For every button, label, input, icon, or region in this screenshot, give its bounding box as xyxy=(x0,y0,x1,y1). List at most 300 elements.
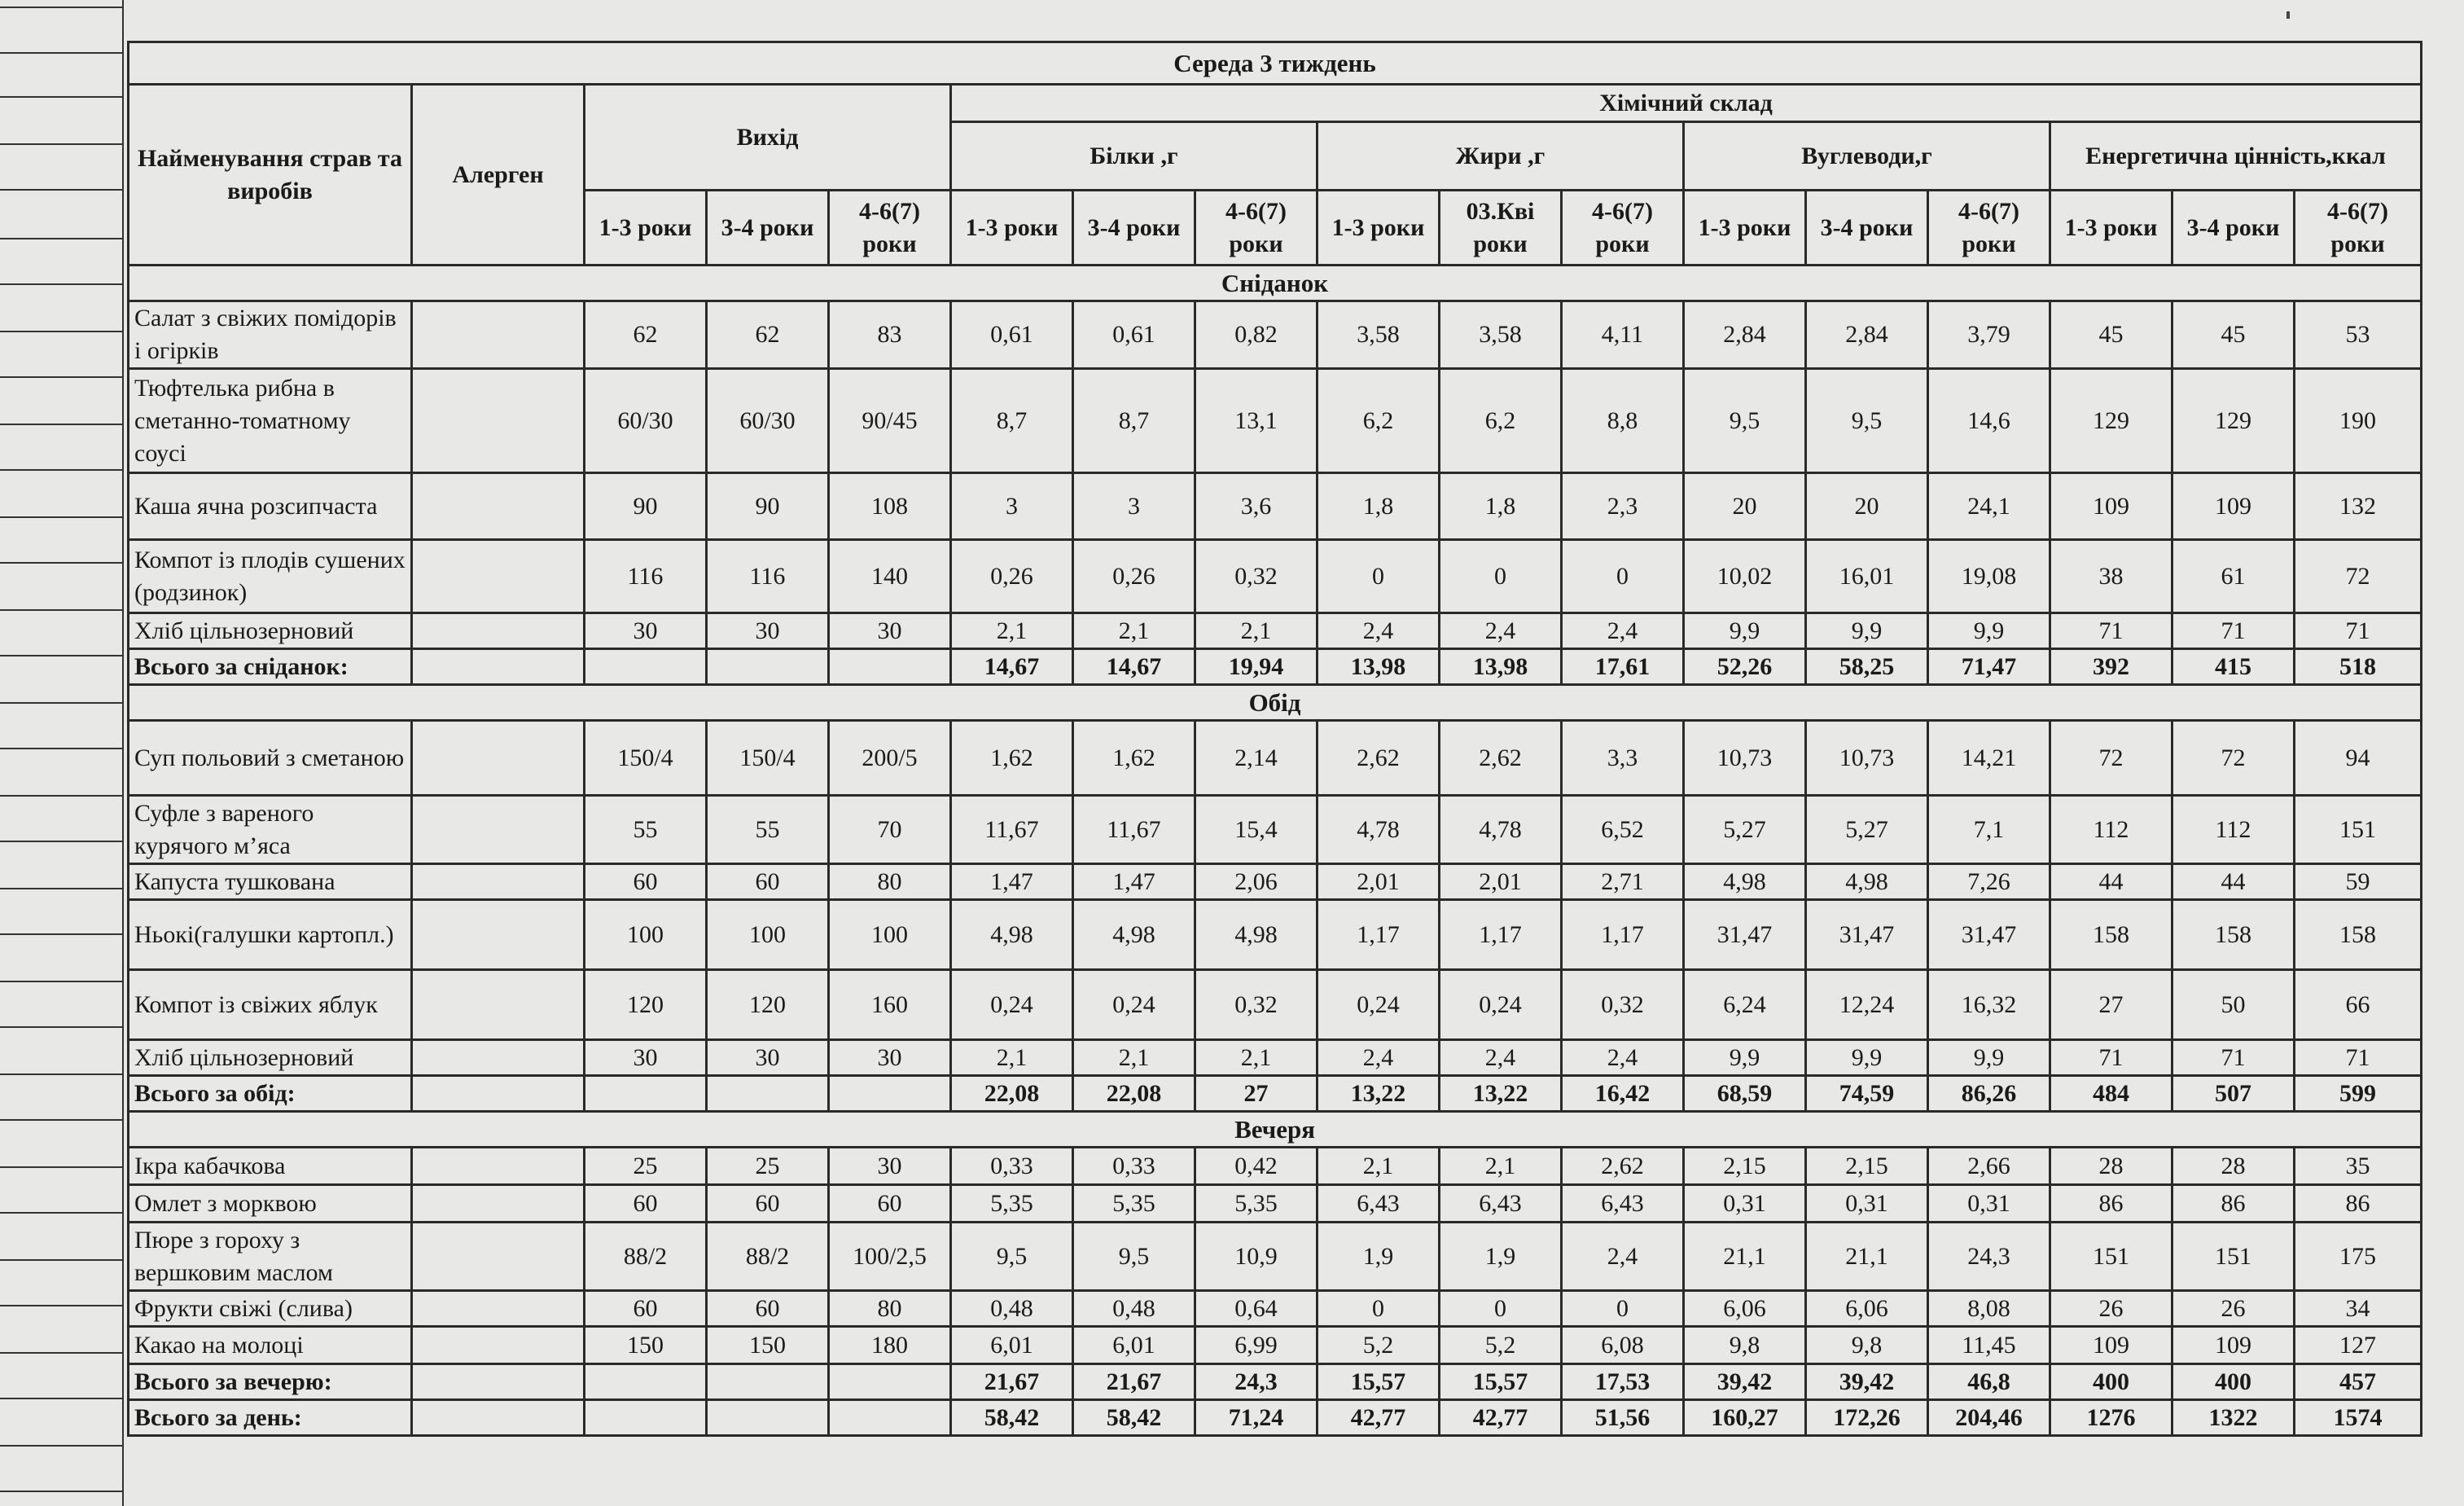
allergen-cell xyxy=(412,1291,585,1327)
dish-name: Ікра кабачкова xyxy=(129,1148,412,1185)
value-cell: 3,6 xyxy=(1195,473,1317,540)
value-cell: 71,47 xyxy=(1928,649,2050,685)
value-cell: 7,1 xyxy=(1928,796,2050,864)
value-cell: 39,42 xyxy=(1806,1364,1928,1400)
header-chem-age: 3-4 роки xyxy=(2172,191,2295,266)
value-cell: 10,73 xyxy=(1806,721,1928,796)
value-cell: 4,78 xyxy=(1317,796,1440,864)
value-cell: 1,8 xyxy=(1440,473,1562,540)
value-cell: 27 xyxy=(2050,970,2172,1040)
value-cell: 45 xyxy=(2172,301,2295,369)
value-cell xyxy=(829,1364,951,1400)
value-cell: 21,1 xyxy=(1806,1223,1928,1291)
value-cell: 17,61 xyxy=(1562,649,1684,685)
value-cell: 22,08 xyxy=(951,1076,1073,1112)
dish-name: Какао на молоці xyxy=(129,1327,412,1364)
value-cell: 55 xyxy=(707,796,829,864)
value-cell: 10,9 xyxy=(1195,1223,1317,1291)
value-cell: 2,4 xyxy=(1562,1223,1684,1291)
header-proteins: Білки ,г xyxy=(951,122,1317,191)
value-cell: 150 xyxy=(707,1327,829,1364)
value-cell: 151 xyxy=(2295,796,2422,864)
value-cell: 25 xyxy=(585,1148,707,1185)
value-cell: 71 xyxy=(2295,613,2422,649)
header-chem-age: 3-4 роки xyxy=(1073,191,1195,266)
value-cell: 5,2 xyxy=(1317,1327,1440,1364)
value-cell: 9,9 xyxy=(1684,613,1806,649)
value-cell: 158 xyxy=(2172,900,2295,970)
value-cell: 6,01 xyxy=(1073,1327,1195,1364)
value-cell: 1,17 xyxy=(1440,900,1562,970)
value-cell: 108 xyxy=(829,473,951,540)
value-cell: 11,67 xyxy=(1073,796,1195,864)
value-cell: 190 xyxy=(2295,369,2422,473)
header-output-age: 4-6(7) роки xyxy=(829,191,951,266)
value-cell: 27 xyxy=(1195,1076,1317,1112)
value-cell: 3 xyxy=(1073,473,1195,540)
section-total-row xyxy=(129,1364,2422,1400)
value-cell: 60 xyxy=(707,1185,829,1223)
value-cell: 88/2 xyxy=(585,1223,707,1291)
value-cell: 150/4 xyxy=(585,721,707,796)
value-cell: 204,46 xyxy=(1928,1400,2050,1436)
allergen-cell xyxy=(412,649,585,685)
value-cell: 51,56 xyxy=(1562,1400,1684,1436)
value-cell: 112 xyxy=(2172,796,2295,864)
dish-row xyxy=(129,473,2422,540)
value-cell: 112 xyxy=(2050,796,2172,864)
value-cell: 392 xyxy=(2050,649,2172,685)
value-cell: 0,48 xyxy=(1073,1291,1195,1327)
value-cell: 5,27 xyxy=(1684,796,1806,864)
allergen-cell xyxy=(412,1076,585,1112)
value-cell: 2,1 xyxy=(1317,1148,1440,1185)
value-cell: 86 xyxy=(2050,1185,2172,1223)
value-cell: 1,8 xyxy=(1317,473,1440,540)
value-cell: 150 xyxy=(585,1327,707,1364)
value-cell xyxy=(707,1076,829,1112)
value-cell: 9,5 xyxy=(1073,1223,1195,1291)
value-cell: 0,24 xyxy=(951,970,1073,1040)
value-cell: 100 xyxy=(829,900,951,970)
value-cell: 44 xyxy=(2050,864,2172,900)
value-cell: 60/30 xyxy=(707,369,829,473)
value-cell: 0,32 xyxy=(1195,540,1317,613)
dish-row xyxy=(129,1148,2422,1185)
value-cell: 16,42 xyxy=(1562,1076,1684,1112)
value-cell: 0,48 xyxy=(951,1291,1073,1327)
value-cell: 13,22 xyxy=(1440,1076,1562,1112)
value-cell: 3,3 xyxy=(1562,721,1684,796)
allergen-cell xyxy=(412,721,585,796)
value-cell: 52,26 xyxy=(1684,649,1806,685)
section-total-row xyxy=(129,649,2422,685)
dish-name: Суфле з вареного курячого м’яса xyxy=(129,796,412,864)
value-cell: 132 xyxy=(2295,473,2422,540)
value-cell: 2,4 xyxy=(1317,613,1440,649)
value-cell: 0,42 xyxy=(1195,1148,1317,1185)
value-cell: 44 xyxy=(2172,864,2295,900)
value-cell: 28 xyxy=(2172,1148,2295,1185)
allergen-cell xyxy=(412,900,585,970)
value-cell: 9,5 xyxy=(1684,369,1806,473)
value-cell: 58,25 xyxy=(1806,649,1928,685)
value-cell: 5,35 xyxy=(951,1185,1073,1223)
value-cell: 0 xyxy=(1562,540,1684,613)
dish-name: Тюфтелька рибна в сметанно-томатному соусі xyxy=(129,369,412,473)
value-cell: 62 xyxy=(707,301,829,369)
value-cell: 100 xyxy=(585,900,707,970)
value-cell: 160,27 xyxy=(1684,1400,1806,1436)
value-cell: 71 xyxy=(2172,613,2295,649)
value-cell: 2,84 xyxy=(1806,301,1928,369)
value-cell: 30 xyxy=(829,1148,951,1185)
value-cell: 10,02 xyxy=(1684,540,1806,613)
value-cell: 3,79 xyxy=(1928,301,2050,369)
value-cell: 4,98 xyxy=(951,900,1073,970)
value-cell: 9,9 xyxy=(1806,1040,1928,1076)
value-cell: 2,1 xyxy=(1440,1148,1562,1185)
value-cell: 60 xyxy=(829,1185,951,1223)
value-cell: 0,61 xyxy=(1073,301,1195,369)
value-cell: 50 xyxy=(2172,970,2295,1040)
value-cell: 72 xyxy=(2172,721,2295,796)
value-cell: 31,47 xyxy=(1928,900,2050,970)
value-cell: 1574 xyxy=(2295,1400,2422,1436)
value-cell: 0 xyxy=(1440,1291,1562,1327)
value-cell: 484 xyxy=(2050,1076,2172,1112)
value-cell: 71 xyxy=(2050,613,2172,649)
value-cell: 80 xyxy=(829,864,951,900)
dish-name: Капуста тушкована xyxy=(129,864,412,900)
header-chem-age: 4-6(7) роки xyxy=(1195,191,1317,266)
value-cell: 6,43 xyxy=(1562,1185,1684,1223)
value-cell xyxy=(829,649,951,685)
value-cell: 0,24 xyxy=(1073,970,1195,1040)
value-cell xyxy=(585,1364,707,1400)
value-cell: 39,42 xyxy=(1684,1364,1806,1400)
value-cell xyxy=(829,1400,951,1436)
value-cell: 72 xyxy=(2295,540,2422,613)
value-cell: 72 xyxy=(2050,721,2172,796)
value-cell: 100/2,5 xyxy=(829,1223,951,1291)
allergen-cell xyxy=(412,473,585,540)
value-cell: 60/30 xyxy=(585,369,707,473)
value-cell: 158 xyxy=(2295,900,2422,970)
value-cell: 518 xyxy=(2295,649,2422,685)
value-cell: 8,7 xyxy=(951,369,1073,473)
value-cell: 71,24 xyxy=(1195,1400,1317,1436)
value-cell: 0,31 xyxy=(1928,1185,2050,1223)
value-cell: 2,71 xyxy=(1562,864,1684,900)
value-cell: 70 xyxy=(829,796,951,864)
allergen-cell xyxy=(412,540,585,613)
allergen-cell xyxy=(412,1040,585,1076)
value-cell: 2,15 xyxy=(1806,1148,1928,1185)
value-cell: 38 xyxy=(2050,540,2172,613)
value-cell: 2,3 xyxy=(1562,473,1684,540)
value-cell: 0 xyxy=(1317,1291,1440,1327)
value-cell: 61 xyxy=(2172,540,2295,613)
value-cell: 8,7 xyxy=(1073,369,1195,473)
value-cell: 2,01 xyxy=(1317,864,1440,900)
value-cell: 2,1 xyxy=(1195,1040,1317,1076)
dish-row xyxy=(129,1040,2422,1076)
section-title: Вечеря xyxy=(129,1112,2422,1148)
value-cell: 2,62 xyxy=(1317,721,1440,796)
dish-name: Фрукти свіжі (слива) xyxy=(129,1291,412,1327)
value-cell: 94 xyxy=(2295,721,2422,796)
value-cell: 66 xyxy=(2295,970,2422,1040)
dish-name: Компот із плодів сушених (родзинок) xyxy=(129,540,412,613)
dish-name: Всього за сніданок: xyxy=(129,649,412,685)
value-cell: 68,59 xyxy=(1684,1076,1806,1112)
section-title: Обід xyxy=(129,685,2422,721)
value-cell: 86 xyxy=(2295,1185,2422,1223)
value-cell: 1,17 xyxy=(1562,900,1684,970)
value-cell: 9,9 xyxy=(1684,1040,1806,1076)
dish-row xyxy=(129,369,2422,473)
value-cell: 140 xyxy=(829,540,951,613)
value-cell: 90/45 xyxy=(829,369,951,473)
value-cell: 1322 xyxy=(2172,1400,2295,1436)
value-cell: 2,1 xyxy=(1195,613,1317,649)
value-cell: 0,82 xyxy=(1195,301,1317,369)
value-cell: 14,67 xyxy=(1073,649,1195,685)
value-cell: 0,31 xyxy=(1684,1185,1806,1223)
value-cell: 2,4 xyxy=(1440,613,1562,649)
value-cell: 0,24 xyxy=(1440,970,1562,1040)
value-cell: 160 xyxy=(829,970,951,1040)
dish-name: Всього за обід: xyxy=(129,1076,412,1112)
value-cell: 151 xyxy=(2050,1223,2172,1291)
dish-name: Суп польовий з сметаною xyxy=(129,721,412,796)
value-cell: 1,9 xyxy=(1440,1223,1562,1291)
header-energy: Енергетична цінність,ккал xyxy=(2050,122,2422,191)
dish-name: Хліб цільнозерновий xyxy=(129,613,412,649)
value-cell: 25 xyxy=(707,1148,829,1185)
value-cell: 11,67 xyxy=(951,796,1073,864)
allergen-cell xyxy=(412,1327,585,1364)
value-cell: 5,2 xyxy=(1440,1327,1562,1364)
day-total-row xyxy=(129,1400,2422,1436)
value-cell: 3,58 xyxy=(1317,301,1440,369)
value-cell: 53 xyxy=(2295,301,2422,369)
value-cell: 34 xyxy=(2295,1291,2422,1327)
section-header-row xyxy=(129,266,2422,301)
value-cell: 129 xyxy=(2172,369,2295,473)
value-cell: 6,06 xyxy=(1684,1291,1806,1327)
value-cell: 30 xyxy=(829,613,951,649)
value-cell: 9,5 xyxy=(1806,369,1928,473)
value-cell: 21,67 xyxy=(951,1364,1073,1400)
value-cell: 24,3 xyxy=(1928,1223,2050,1291)
value-cell: 172,26 xyxy=(1806,1400,1928,1436)
value-cell: 62 xyxy=(585,301,707,369)
section-header-row xyxy=(129,685,2422,721)
header-name: Найменування страв та виробів xyxy=(129,85,412,266)
value-cell: 2,15 xyxy=(1684,1148,1806,1185)
value-cell: 28 xyxy=(2050,1148,2172,1185)
value-cell: 58,42 xyxy=(951,1400,1073,1436)
value-cell: 15,57 xyxy=(1440,1364,1562,1400)
value-cell: 21,1 xyxy=(1684,1223,1806,1291)
value-cell: 4,98 xyxy=(1073,900,1195,970)
value-cell: 21,67 xyxy=(1073,1364,1195,1400)
value-cell: 2,1 xyxy=(1073,1040,1195,1076)
header-chem-age: 03.Кві роки xyxy=(1440,191,1562,266)
value-cell: 14,6 xyxy=(1928,369,2050,473)
value-cell: 74,59 xyxy=(1806,1076,1928,1112)
value-cell xyxy=(707,1364,829,1400)
value-cell: 0 xyxy=(1440,540,1562,613)
value-cell: 109 xyxy=(2172,473,2295,540)
value-cell: 30 xyxy=(707,1040,829,1076)
header-chem-age: 4-6(7) роки xyxy=(1562,191,1684,266)
value-cell: 9,8 xyxy=(1806,1327,1928,1364)
value-cell: 60 xyxy=(707,864,829,900)
dish-row xyxy=(129,796,2422,864)
value-cell: 42,77 xyxy=(1317,1400,1440,1436)
section-title: Сніданок xyxy=(129,266,2422,301)
value-cell: 58,42 xyxy=(1073,1400,1195,1436)
header-chem-age: 1-3 роки xyxy=(2050,191,2172,266)
allergen-cell xyxy=(412,1364,585,1400)
value-cell: 19,08 xyxy=(1928,540,2050,613)
header-chem-age: 1-3 роки xyxy=(1317,191,1440,266)
value-cell: 12,24 xyxy=(1806,970,1928,1040)
allergen-cell xyxy=(412,1148,585,1185)
value-cell: 6,52 xyxy=(1562,796,1684,864)
value-cell: 0,24 xyxy=(1317,970,1440,1040)
header-chem-age: 4-6(7) роки xyxy=(2295,191,2422,266)
value-cell: 86,26 xyxy=(1928,1076,2050,1112)
header-output-age: 1-3 роки xyxy=(585,191,707,266)
value-cell: 71 xyxy=(2295,1040,2422,1076)
value-cell: 3,58 xyxy=(1440,301,1562,369)
value-cell: 14,21 xyxy=(1928,721,2050,796)
header-output: Вихід xyxy=(585,85,951,191)
value-cell: 151 xyxy=(2172,1223,2295,1291)
value-cell: 1,9 xyxy=(1317,1223,1440,1291)
value-cell: 0,32 xyxy=(1195,970,1317,1040)
header-fats: Жири ,г xyxy=(1317,122,1684,191)
allergen-cell xyxy=(412,613,585,649)
dish-name: Каша ячна розсипчаста xyxy=(129,473,412,540)
section-header-row xyxy=(129,1112,2422,1148)
dish-name: Компот із свіжих яблук xyxy=(129,970,412,1040)
value-cell: 7,26 xyxy=(1928,864,2050,900)
allergen-cell xyxy=(412,1223,585,1291)
value-cell: 15,57 xyxy=(1317,1364,1440,1400)
value-cell: 175 xyxy=(2295,1223,2422,1291)
value-cell: 6,99 xyxy=(1195,1327,1317,1364)
value-cell: 55 xyxy=(585,796,707,864)
value-cell: 35 xyxy=(2295,1148,2422,1185)
value-cell: 0,31 xyxy=(1806,1185,1928,1223)
value-cell: 109 xyxy=(2172,1327,2295,1364)
dish-row xyxy=(129,900,2422,970)
value-cell: 80 xyxy=(829,1291,951,1327)
value-cell xyxy=(585,1076,707,1112)
value-cell: 9,9 xyxy=(1928,613,2050,649)
dish-row xyxy=(129,540,2422,613)
value-cell: 116 xyxy=(585,540,707,613)
value-cell: 200/5 xyxy=(829,721,951,796)
allergen-cell xyxy=(412,864,585,900)
dish-name: Омлет з морквою xyxy=(129,1185,412,1223)
value-cell: 60 xyxy=(585,1291,707,1327)
value-cell: 116 xyxy=(707,540,829,613)
value-cell: 6,01 xyxy=(951,1327,1073,1364)
dish-row xyxy=(129,613,2422,649)
value-cell: 30 xyxy=(585,1040,707,1076)
value-cell: 11,45 xyxy=(1928,1327,2050,1364)
dish-name: Всього за день: xyxy=(129,1400,412,1436)
value-cell: 2,4 xyxy=(1317,1040,1440,1076)
dish-name: Всього за вечерю: xyxy=(129,1364,412,1400)
value-cell: 6,43 xyxy=(1440,1185,1562,1223)
dish-row xyxy=(129,1291,2422,1327)
value-cell: 17,53 xyxy=(1562,1364,1684,1400)
value-cell: 120 xyxy=(707,970,829,1040)
value-cell: 15,4 xyxy=(1195,796,1317,864)
dish-row xyxy=(129,301,2422,369)
value-cell: 1,47 xyxy=(1073,864,1195,900)
value-cell: 31,47 xyxy=(1806,900,1928,970)
value-cell: 31,47 xyxy=(1684,900,1806,970)
dish-row xyxy=(129,1327,2422,1364)
value-cell: 0,64 xyxy=(1195,1291,1317,1327)
value-cell: 2,4 xyxy=(1562,1040,1684,1076)
header-output-age: 3-4 роки xyxy=(707,191,829,266)
value-cell xyxy=(707,649,829,685)
header-chem-age: 1-3 роки xyxy=(1684,191,1806,266)
value-cell: 30 xyxy=(585,613,707,649)
allergen-cell xyxy=(412,970,585,1040)
value-cell: 71 xyxy=(2172,1040,2295,1076)
pen-mark xyxy=(2286,11,2290,19)
value-cell: 2,06 xyxy=(1195,864,1317,900)
value-cell: 13,98 xyxy=(1317,649,1440,685)
value-cell: 2,4 xyxy=(1440,1040,1562,1076)
value-cell: 6,2 xyxy=(1317,369,1440,473)
value-cell: 2,14 xyxy=(1195,721,1317,796)
value-cell: 8,08 xyxy=(1928,1291,2050,1327)
value-cell: 10,73 xyxy=(1684,721,1806,796)
header-allergen: Алерген xyxy=(412,85,585,266)
value-cell: 2,66 xyxy=(1928,1148,2050,1185)
value-cell: 13,1 xyxy=(1195,369,1317,473)
value-cell: 6,08 xyxy=(1562,1327,1684,1364)
dish-row xyxy=(129,721,2422,796)
header-chem-age: 4-6(7) роки xyxy=(1928,191,2050,266)
value-cell: 2,01 xyxy=(1440,864,1562,900)
value-cell: 5,35 xyxy=(1195,1185,1317,1223)
value-cell: 59 xyxy=(2295,864,2422,900)
value-cell: 13,22 xyxy=(1317,1076,1440,1112)
value-cell: 4,11 xyxy=(1562,301,1684,369)
value-cell: 4,98 xyxy=(1684,864,1806,900)
left-margin-lines xyxy=(0,0,126,1504)
value-cell: 24,3 xyxy=(1195,1364,1317,1400)
value-cell: 88/2 xyxy=(707,1223,829,1291)
value-cell: 120 xyxy=(585,970,707,1040)
value-cell: 90 xyxy=(585,473,707,540)
value-cell: 60 xyxy=(707,1291,829,1327)
value-cell: 71 xyxy=(2050,1040,2172,1076)
value-cell: 5,27 xyxy=(1806,796,1928,864)
